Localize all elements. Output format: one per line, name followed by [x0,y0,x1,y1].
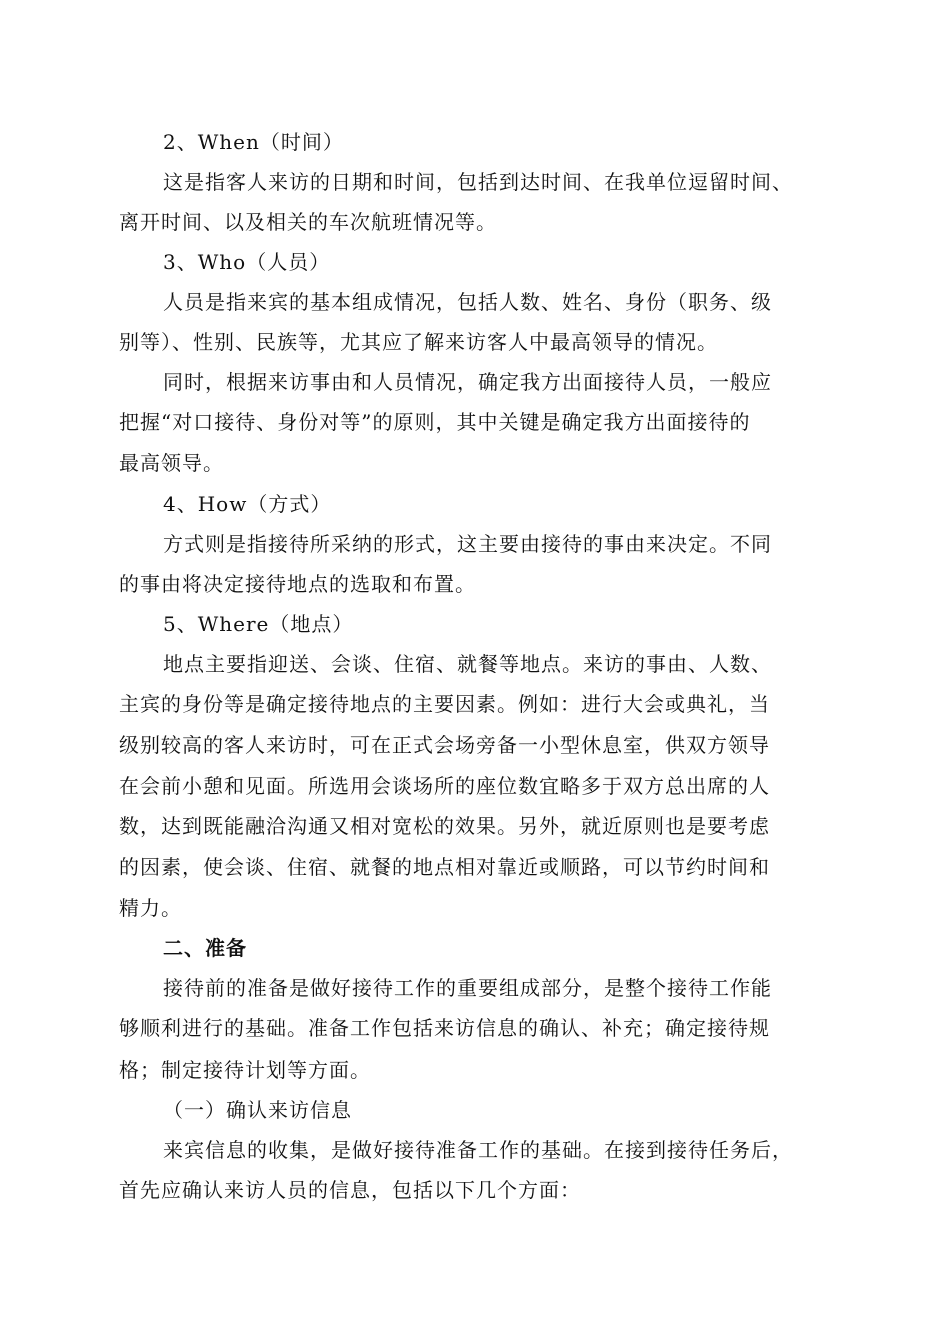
paragraph-line: 接待前的准备是做好接待工作的重要组成部分，是整个接待工作能 [163,976,772,1000]
heading-when: 2、When（时间） [163,130,344,154]
subsection-heading: （一）确认来访信息 [163,1098,352,1122]
paragraph-line: 别等）、性别、民族等，尤其应了解来访客人中最高领导的情况。 [119,330,718,354]
paragraph-line: 把握“对口接待、身份对等”的原则，其中关键是确定我方出面接待的 [119,410,751,434]
paragraph-line: 同时，根据来访事由和人员情况，确定我方出面接待人员，一般应 [163,370,772,394]
paragraph-line: 人员是指来宾的基本组成情况，包括人数、姓名、身份（职务、级 [163,290,772,314]
heading-where: 5、Where（地点） [163,612,354,636]
paragraph-line: 最高领导。 [119,451,224,475]
paragraph-line: 来宾信息的收集，是做好接待准备工作的基础。在接到接待任务后， [163,1138,793,1162]
paragraph-line: 的因素，使会谈、住宿、就餐的地点相对靠近或顺路，可以节约时间和 [119,855,770,879]
paragraph-line: 级别较高的客人来访时，可在正式会场旁备一小型休息室，供双方领导 [119,733,770,757]
paragraph-line: 首先应确认来访人员的信息，包括以下几个方面： [119,1178,581,1202]
section-heading-preparation: 二、准备 [163,936,247,960]
paragraph-line: 这是指客人来访的日期和时间，包括到达时间、在我单位逗留时间、 [163,170,793,194]
paragraph-line: 在会前小憩和见面。所选用会谈场所的座位数宜略多于双方总出席的人 [119,774,770,798]
heading-who: 3、Who（人员） [163,250,331,274]
paragraph-line: 离开时间、以及相关的车次航班情况等。 [119,210,497,234]
paragraph-line: 格；制定接待计划等方面。 [119,1058,371,1082]
paragraph-line: 方式则是指接待所采纳的形式，这主要由接待的事由来决定。不同 [163,532,772,556]
paragraph-line: 主宾的身份等是确定接待地点的主要因素。例如：进行大会或典礼，当 [119,692,770,716]
paragraph-line: 够顺利进行的基础。准备工作包括来访信息的确认、补充；确定接待规 [119,1016,770,1040]
paragraph-line: 数，达到既能融洽沟通又相对宽松的效果。另外，就近原则也是要考虑 [119,814,770,838]
paragraph-line: 地点主要指迎送、会谈、住宿、就餐等地点。来访的事由、人数、 [163,652,772,676]
heading-how: 4、How（方式） [163,492,332,516]
paragraph-line: 的事由将决定接待地点的选取和布置。 [119,572,476,596]
paragraph-line: 精力。 [119,896,182,920]
